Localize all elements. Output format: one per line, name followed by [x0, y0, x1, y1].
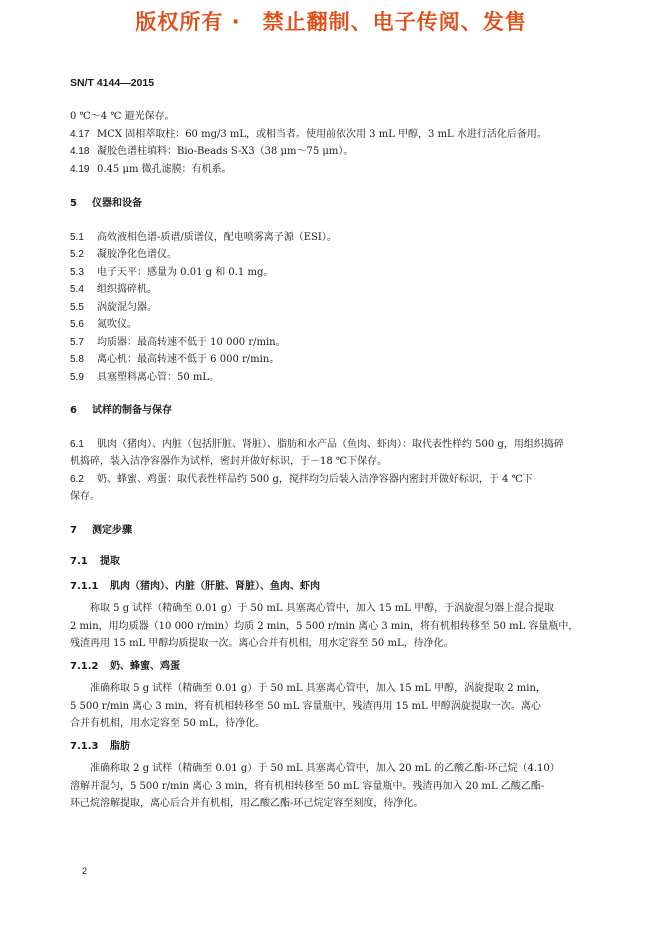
sample-prep-item: [70, 471, 594, 506]
subsubsection-number: 7.1.2: [70, 660, 99, 672]
section-title: 试样的制备与保存: [92, 405, 172, 416]
paragraph-line: 5 500 r/min 离心 3 min，将有机相转移至 50 mL 容量瓶中，残渣再用 15 mL 甲醇涡旋提取一次。离心: [70, 700, 541, 712]
item-text: 电子天平：感量为 0.01 g 和 0.1 mg。: [97, 266, 274, 278]
item-text: 组织捣碎机。: [97, 284, 157, 295]
item-text: 具塞塑料离心管：50 mL。: [97, 371, 220, 383]
subsubsection-title: 脂肪: [110, 740, 130, 752]
item-number: 5.8: [70, 354, 84, 365]
item-number: 5.3: [70, 266, 84, 278]
item-number: 4.19: [70, 163, 90, 175]
instrument-item: [70, 316, 594, 334]
item-text: 均质器：最高转速不低于 10 000 r/min。: [97, 336, 286, 348]
subsection-number: 7.1: [70, 556, 88, 567]
instrument-item: [70, 334, 594, 352]
paragraph-line: 环己烷溶解提取，离心后合并有机相，用乙酸乙酯-环己烷定容至刻度，待净化。: [70, 798, 424, 809]
instrument-item: [70, 264, 594, 282]
item-text: 涡旋混匀器。: [97, 301, 157, 313]
item-number: 5.6: [70, 319, 84, 330]
reagent-item: [70, 161, 594, 179]
item-number: 5.1: [70, 231, 84, 243]
item-text-cont: 机捣碎，装入洁净容器作为试样，密封并做好标识，于－18 ℃下保存。: [70, 456, 388, 467]
instrument-item: [70, 281, 594, 299]
paragraph-line: 称取 5 g 试样（精确至 0.01 g）于 50 mL 具塞离心管中，加入 15 mL 甲醇，于涡旋混匀器上混合提取: [90, 603, 555, 614]
item-number: 4.17: [70, 128, 90, 140]
section-heading: [70, 195, 594, 213]
reagent-item: [70, 126, 594, 144]
paragraph-line: 2 min，用均质器（10 000 r/min）均质 2 min，5 500 r/min 离心 3 min，将有机相转移至 50 mL 容量瓶中，: [70, 620, 579, 632]
paragraph-line: 准确称取 5 g 试样（精确至 0.01 g）于 50 mL 具塞离心管中，加入 15 mL 甲醇，涡旋提取 2 min，: [90, 683, 546, 694]
sample-prep-item: [70, 436, 594, 471]
item-text: 肌肉（猪肉）、内脏（包括肝脏、肾脏）、脂肪和水产品（鱼肉、虾肉）：取代表性样约 500 g，用组织捣碎: [97, 438, 564, 450]
instrument-item: [70, 351, 594, 369]
section-number: 6: [70, 405, 77, 416]
item-text: MCX 固相萃取柱：60 mg/3 mL，或相当者。使用前依次用 3 mL 甲醇，3 mL 水进行活化后备用。: [97, 128, 547, 140]
instrument-item: [70, 246, 594, 264]
item-text-cont: 保存。: [70, 491, 100, 502]
item-text: 高效液相色谱-质谱/质谱仪，配电喷雾离子源（ESI）。: [97, 231, 337, 243]
section-number: 7: [70, 524, 77, 536]
section-heading: [70, 522, 594, 540]
reagent-item: [70, 143, 594, 161]
paragraph-line: 残渣再用 15 mL 甲醇均质提取一次。离心合并有机相，用水定容至 50 mL，待净化。: [70, 638, 454, 649]
section-title: 测定步骤: [92, 524, 132, 536]
item-text: 凝胶净化色谱仪。: [97, 249, 177, 260]
procedure-paragraph: [70, 600, 594, 653]
item-text: 奶、蜂蜜、鸡蛋：取代表性样品约 500 g，搅拌均匀后装入洁净容器内密封并做好标识，于 4 ℃下: [97, 473, 533, 485]
subsection-title: 提取: [100, 556, 120, 567]
instrument-item: [70, 369, 594, 387]
item-text: 氮吹仪。: [97, 319, 137, 330]
item-number: 4.18: [70, 146, 90, 157]
item-number: 6.1: [70, 438, 84, 450]
copyright-watermark: 版权所有 · 禁止翻制、电子传阅、发售: [135, 10, 527, 34]
procedure-paragraph: [70, 680, 594, 733]
subsubsection-title: 奶、蜂蜜、鸡蛋: [110, 660, 180, 672]
paragraph-line: 合并有机相，用水定容至 50 mL，待净化。: [70, 718, 266, 729]
item-number: 5.4: [70, 284, 84, 295]
subsubsection-heading: [70, 578, 594, 596]
item-number: 5.9: [70, 371, 84, 383]
item-number: 5.2: [70, 249, 84, 260]
item-number: 5.7: [70, 336, 84, 348]
subsubsection-heading: [70, 738, 594, 756]
item-text: 凝胶色谱柱填料：Bio-Beads S-X3（38 μm～75 μm）。: [97, 146, 354, 157]
item-number: 6.2: [70, 473, 84, 485]
subsubsection-heading: [70, 658, 594, 676]
continued-line: 0 ℃～4 ℃ 避光保存。: [70, 111, 175, 122]
paragraph-line: 溶解并混匀，5 500 r/min 离心 3 min，将有机相转移至 50 mL 容量瓶中。残渣再加入 20 mL 乙酸乙酯-: [70, 780, 545, 792]
subsubsection-number: 7.1.3: [70, 740, 99, 752]
subsubsection-number: 7.1.1: [70, 580, 99, 592]
subsubsection-title: 肌肉（猪肉）、内脏（肝脏、肾脏）、鱼肉、虾肉: [110, 580, 320, 592]
item-number: 5.5: [70, 301, 84, 313]
document-body: [70, 108, 594, 813]
instrument-item: [70, 299, 594, 317]
subsection-heading: [70, 553, 594, 571]
section-heading: [70, 402, 594, 420]
instrument-item: [70, 229, 594, 247]
procedure-paragraph: [70, 760, 594, 813]
paragraph-line: 准确称取 2 g 试样（精确至 0.01 g）于 50 mL 具塞离心管中，加入 20 mL 的乙酸乙酯-环己烷（4.10）: [90, 763, 560, 774]
item-text: 0.45 μm 微孔滤膜：有机系。: [97, 163, 232, 175]
instrument-list: [70, 229, 594, 387]
item-text: 离心机：最高转速不低于 6 000 r/min。: [97, 354, 280, 365]
standard-code: SN/T 4144—2015: [70, 77, 155, 89]
section-number: 5: [70, 198, 77, 209]
section-title: 仪器和设备: [92, 198, 142, 209]
page-number: 2: [82, 866, 88, 876]
